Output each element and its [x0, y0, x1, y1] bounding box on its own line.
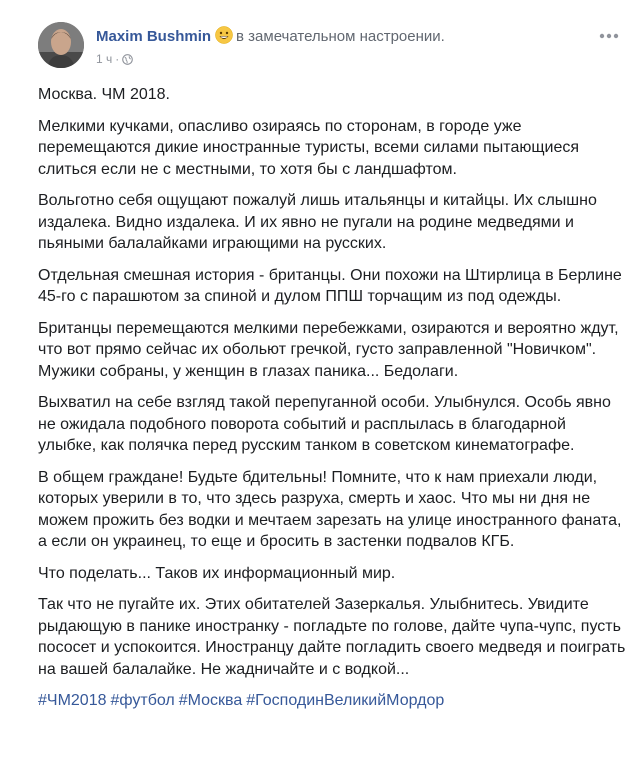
post-paragraph: Британцы перемещаются мелкими перебежками, озираются и вероятно ждут, что вот прямо сейчас их обольют гречкой, густо заправленной "Новичком". Мужики собраны, у женщин в глазах паника... Бедолаги. — [38, 319, 619, 380]
grinning-face-emoji-icon — [215, 26, 233, 44]
post-timestamp[interactable]: 1 ч — [96, 52, 113, 66]
hashtag-link[interactable]: #Москва — [178, 692, 243, 709]
post-header — [96, 26, 445, 45]
post-paragraph: Отдельная смешная история - британцы. Они похожи на Штирлица в Берлине 45-го с парашютом за спиной и дулом ППШ торчащим из под одежды. — [38, 266, 622, 305]
globe-icon[interactable] — [122, 54, 133, 65]
post-body — [38, 84, 628, 712]
hashtag-link[interactable]: #ГосподинВеликийМордор — [246, 692, 445, 709]
author-name[interactable]: Maxim Bushmin — [96, 28, 212, 45]
more-options-icon — [599, 33, 619, 39]
post-paragraph: Так что не пугайте их. Этих обитателей Зазеркалья. Улыбнитесь. Увидите рыдающую в панике иностранку - погладьте по голове, дайте чупа-чупс, пусть пососет и успокоится. Иностранцу дайте погладить своего медведя и поиграть на вашей балалайке. Не жадничайте и с водкой... — [38, 596, 626, 678]
post-paragraph: Мелкими кучками, опасливо озираясь по сторонам, в городе уже перемещаются дикие иностранные туристы, всеми силами пытающиеся слиться если не с местными, то хотя бы с ландшафтом. — [38, 117, 580, 178]
post-paragraph: В общем граждане! Будьте бдительны! Помните, что к нам приехали люди, которых уверили в то, что здесь разруха, смерть и хаос. Что мы ни дня не можем прожить без водки и мечтаем зарезать на улице иностранного фаната, а если он украинец, то еще и бросить в застенки подвалов КГБ. — [38, 468, 622, 550]
hashtag-link[interactable]: #футбол — [110, 692, 175, 709]
post-paragraph: Выхватил на себе взгляд такой перепуганной особи. Улыбнулся. Особь явно не ожидала подобного поворота событий и расплылась в благодарной улыбке, как полячка перед русским танком в советском кинематографе. — [38, 394, 611, 454]
post-paragraph: Что поделать... Таков их информационный мир. — [38, 564, 396, 582]
post-paragraph: Вольготно себя ощущают пожалуй лишь итальянцы и китайцы. Их слышно издалека. Видно издалека. И их явно не пугали на родине медведями и пьяными балалайками играющими на русских. — [38, 192, 597, 252]
hashtag-list — [38, 690, 628, 712]
more-options-button[interactable] — [596, 26, 622, 46]
avatar-photo — [38, 22, 84, 68]
post-paragraph: Москва. ЧМ 2018. — [38, 86, 170, 103]
avatar[interactable] — [38, 22, 84, 68]
post-meta: 1 ч · — [96, 52, 133, 66]
feeling-text: в замечательном настроении. — [236, 28, 445, 45]
hashtag-link[interactable]: #ЧМ2018 — [38, 692, 107, 709]
